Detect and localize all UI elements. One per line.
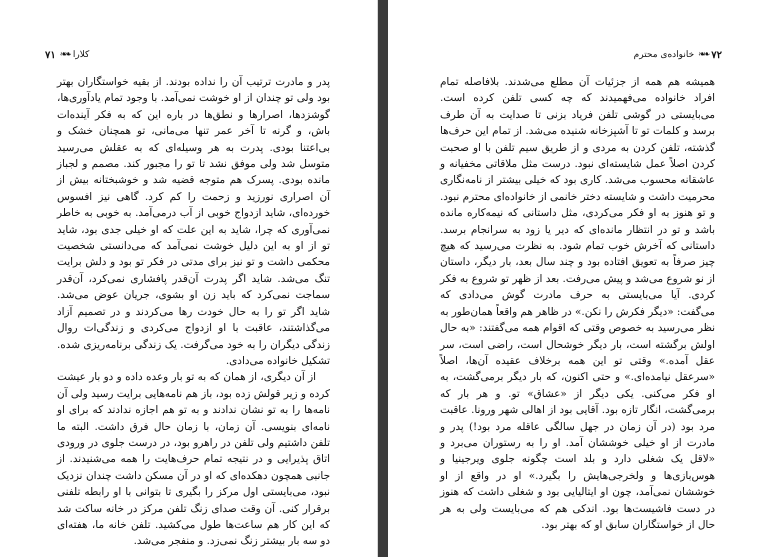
right-running-head (634, 48, 722, 62)
right-page-number: ۷۲ (711, 49, 722, 61)
left-running-head (45, 48, 89, 62)
leaf-ornament-icon: ❧❧ (59, 50, 69, 60)
right-page (388, 0, 768, 557)
leaf-ornament-icon: ❧❧ (698, 50, 708, 60)
right-paragraph-1: همیشه هم همه از جزئیات آن مطلع می‌شدند. بلافاصله تمام افراد خانواده می‌فهمیدند که چه کسی تلفن کرده است. می‌بایستی در گوشی تلفن فریاد بزنی تا صدایت به آن طرف برسد و کلمات تو تا آشپزخانه شنیده می‌شد. از تمام این حرف‌ها گذشته، تلفن کردن به مردی و از طریق سیم تلفن با او صحبت کردن اصلاً عمل شایسته‌ای نبود. درست مثل ملاقاتی مخفیانه و عاشقانه محسوب می‌شد. کاری بود که خیلی بیشتر از نامه‌نگاری محرمیت داشت و شایسته دختر خانمی از خانواده‌ای محترم نبود. و تو هنوز به او فکر می‌کردی، مثل داستانی که نیمه‌کاره مانده باشد و تو در انتظار مانده‌ای که دیر یا زود به سرانجام برسد. داستانی که آخرش خوب تمام شود. به نظرت می‌رسید که هیچ چیز صرفاً به تعویق افتاده بود و چند سال بعد، بار دیگر، داستان از نو شروع می‌شد و پیش می‌رفت. بعد از ظهر تو شروع به فکر کردی. آیا می‌بایستی به حرف مادرت گوش می‌دادی که می‌گفت: «دیگر فکرش را نکن.» در ظاهر هم واقعاً همان‌طور به نظر می‌رسید به خصوص وقتی که اقوام همه می‌گفتند: «به حال اولش برگشته است، بار دیگر خوشحال است، راضی است، سر عقل آمده.» وقتی تو این همه برخلاف عقیده آن‌ها، اصلاً «سرعقل نیامده‌ای.» و حتی اکنون، که بار دیگر برمی‌گشت، به او فکر می‌کنی. یکی دیگر از «عشاق» تو. و هر بار که برمی‌گشت، انگار تازه بود. آقایی بود از اهالی شهر ورونا. عاقبت مرد بود (در آن زمان در جهل سالگی عاقله مرد بود!) پدر و مادرت از او خیلی خوششان آمد. او را به رستوران می‌برد و «لاقل یک شغلی دارد و بلد است چگونه جلوی ویرجینیا و هوس‌بازی‌ها و ولخرجی‌هایش را بگیرد.» او در واقع از او خوششان نمی‌آمد، چون او ایتالیایی بود و شغلی داشت که هنوز در دست فاشیست‌ها بود. اندکی هم که می‌بایست ولی به هر حال از خواستگاران سابق او که بهتر بود. (440, 76, 715, 531)
left-paragraph-1: پدر و مادرت ترتیب آن را نداده بودند. از بقیه خواستگاران بهتر بود ولی تو چندان از او خوشت نمی‌آمد. با وجود تمام یادآوری‌ها، گوشزدها، اصرارها و نطق‌ها در باره این که به فکر آینده‌ات باش، و گرنه تا آخر عمر تنها می‌مانی، تو همچنان خشک و بی‌اعتنا بودی. پدرت به هر وسیله‌ای که به عقلش می‌رسید متوسل شد ولی موفق نشد تا تو را مجبور کند. مصمم و لجباز مانده بودی. پسرک هم متوجه قضیه شد و خوشبختانه بیش از آن اصراری نورزید و زحمت را کم کرد. گاهی نیز افسوس خورده‌ای، شاید ازدواج خوبی از آب درمی‌آمد. به خوبی به خاطر نمی‌آوری که چرا، شاید به این علت که او خیلی جدی بود، شاید تو از او به این دلیل خوشت نمی‌آمد که می‌دانستی شخصیت محکمی داشت و تو نیز برای مدتی در فکر تو بود و دلش برایت تنگ می‌شد. شاید اگر پدرت آن‌قدر پافشاری نمی‌کرد، آن‌قدر سماجت نمی‌کرد که باید زن او بشوی، جریان عوض می‌شد. شاید اگر تو را به حال خودت رها می‌کردند و در تصمیم آزاد می‌گذاشتند، عاقبت با او ازدواج می‌کردی و زندگی‌ات روال زندگی دیگران را به خود می‌گرفت. یک زندگی برنامه‌ریزی شده. تشکیل خانواده می‌دادی. (57, 76, 330, 367)
left-running-title: کلارا (72, 50, 90, 60)
left-paragraph-2: از آن دیگری، از همان که به تو بار وعده داده و دو بار عیشت کرده و زیر قولش زده بود، باز هم نامه‌هایی برایت رسید ولی آن نامه‌ها را به تو نشان ندادند و به تو هم اجازه ندادند که برای او نامه‌ای بنویسی. آن زمان، با زمان حال فرق داشت. البته ما تلفن داشتیم ولی تلفن در راهرو بود، در درست جلوی در ورودی اتاق پذیرایی و در نتیجه تمام حرف‌هایت را همه می‌شنیدند. از جانبی همچون دهکده‌ای که او در آن مسکن داشت چندان نزدیک نبود، می‌بایستی اول مرکز را بگیری تا بتوانی با او رابطه تلفنی برقرار کنی. آن وقت صدای زنگ تلفن مرکز در خانه ساکت شد که این کار هم ساعت‌ها طول می‌کشید. تلفن خانه ما، هفته‌ای دو سه بار بیشتر زنگ نمی‌زد. و منفجر می‌شد. (57, 371, 330, 548)
right-running-title: خانواده‌ی محترم (633, 50, 695, 60)
book-gutter (378, 0, 388, 557)
left-body-text (57, 74, 330, 550)
right-body-text (440, 74, 715, 533)
left-page (0, 0, 378, 557)
left-page-number: ۷۱ (45, 49, 56, 61)
